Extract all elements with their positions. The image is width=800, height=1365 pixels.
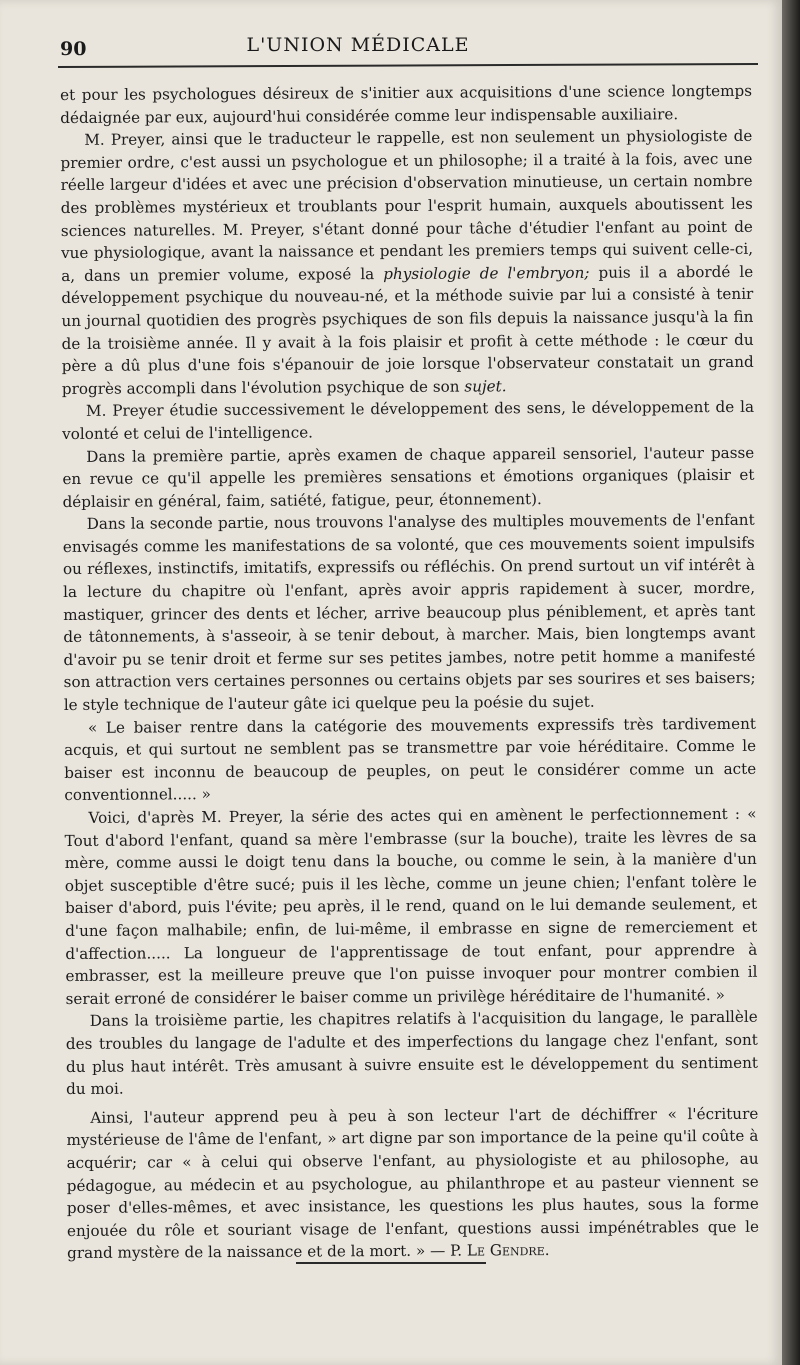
- subject-word: sujet.: [464, 376, 507, 396]
- paragraph-2-text: M. Preyer, ainsi que le traducteur le rappelle, est non seulement un physiologiste de premier ordre, c'est aussi un psychologue et un philosophe; il a traité à la fois, avec une réelle largeur d'idées et avec une précision d'observation minutieuse, un certain nombre des problèmes mystérieux et troublants pour l'esprit humain, auxquels aboutissent les sciences naturelles. M. Preyer, s'étant donné pour tâche d'étudier l'enfant au point de vue physiologique, avant la naissance et pendant les premiers temps qui suivent celle-ci, a, dans un premier volume, exposé la: [60, 126, 754, 285]
- paragraph-2: [60, 125, 754, 400]
- paragraph-9-text: Ainsi, l'auteur apprend peu à peu à son lecteur l'art de déchiffrer « l'écriture mystérieuse de l'âme de l'enfant, » art digne par son importance de la peine qu'il coûte à acquérir; car « à celui qui observe l'enfant, au physiologiste et au philosophe, au pédagogue, au médecin et au psychologue, au philanthrope et au pasteur viennent se poser d'elles-mêmes, et avec insistance, les questions les plus hautes, sous la forme enjouée du rôle et souriant visage de l'enfant, questions aussi impénétrables que le grand mystère de la naissance et de la mort. » —: [66, 1104, 760, 1263]
- article-text: [60, 80, 759, 1265]
- paragraph-7: Voici, d'après M. Preyer, la série des actes qui en amènent le perfectionnement : « Tout d'abord l'enfant, quand sa mère l'embrasse (sur la bouche), traite les lèvres de sa mère, comme aussi le doigt tenu dans la bouche, ou comme le sein, à la manière d'un objet susceptible d'être sucé; puis il les lèche, comme un jeune chien; l'enfant tolère le baiser d'abord, puis l'évite; peu après, il le rend, quand on le lui demande seulement, et d'une façon malhabile; enfin, de lui-même, il embrasse en signe de remerciement et d'affection..... La longueur de l'apprentissage de tout enfant, pour apprendre à embrasser, est la meilleure preuve que l'on puisse invoquer pour montrer combien il serait erroné de considérer le baiser comme un privilège héréditaire de l'humanité. »: [64, 804, 758, 1008]
- page-number: 90: [60, 38, 87, 60]
- paragraph-1: et pour les psychologues désireux de s'initier aux acquisitions d'une science longtemps dédaignée par eux, aujourd'hui considérée comme leur indispensable auxiliaire.: [60, 81, 753, 127]
- book-spine-shadow: [782, 0, 800, 1365]
- paragraph-4: Dans la première partie, après examen de chaque appareil sensoriel, l'auteur passe en revue ce qu'il appelle les premières sensations et émotions organiques (plaisir et déplaisir en général, faim, satiété, fatigue, peur, étonnement).: [62, 443, 755, 511]
- paragraph-5: Dans la seconde partie, nous trouvons l'analyse des multiples mouvements de l'enfant envisagés comme les manifestations de sa volonté, que ces mouvements soient impulsifs ou réflexes, instinctifs, imitatifs, expressifs ou réfléchis. On prend surtout un vif intérêt à la lecture du chapitre où l'enfant, après avoir appris rapidement à sucer, mordre, mastiquer, grincer des dents et lécher, arrive beaucoup plus péniblement, et après tant de tâtonnements, à s'asseoir, à se tenir debout, à marcher. Mais, bien longtemps avant d'avoir pu se tenir droit et ferme sur ses petites jambes, notre petit homme a manifesté son attraction vers certaines personnes ou certains objets par ses sourires et ses baisers; le style technique de l'auteur gâte ici quelque peu la poésie du sujet.: [62, 511, 756, 715]
- paragraph-6-quote: « Le baiser rentre dans la catégorie des mouvements expressifs très tardivement acquis, et qui surtout ne semblent pas se transmettre par voie héréditaire. Comme le baiser est inconnu de beaucoup de peuples, on peut le considérer comme un acte conventionnel..... »: [64, 714, 757, 805]
- end-rule: [296, 1262, 486, 1264]
- paragraph-2-continued: puis il a abordé le développement psychique du nouveau-né, et la méthode suivie par lui a consisté à tenir un journal quotidien des progrès psychiques de son fils depuis la naissance jusqu'à la fin de la troisième année. Il y avait à la fois plaisir et profit à cette méthode : le cœur du père a dû plus d'une fois s'épanouir de joie lorsque l'observateur constatait un grand progrès accompli dans l'évolution psychique de son: [61, 262, 754, 398]
- embryology-title: physiologie de l'embryon;: [383, 263, 590, 283]
- paragraph-9: [66, 1102, 759, 1264]
- paragraph-8: Dans la troisième partie, les chapitres relatifs à l'acquisition du langage, le parallèle des troubles du langage de l'adulte et des imperfections du langage chez l'enfant, sont du plus haut intérêt. Très amusant à suivre ensuite est le développement du sentiment du moi.: [65, 1008, 759, 1099]
- paragraph-3: M. Preyer étudie successivement le développement des sens, le développement de la volonté et celui de l'intelligence.: [62, 398, 755, 443]
- author-signature: P. Le Gendre.: [450, 1241, 550, 1260]
- running-head: L'UNION MÉDICALE: [246, 34, 470, 56]
